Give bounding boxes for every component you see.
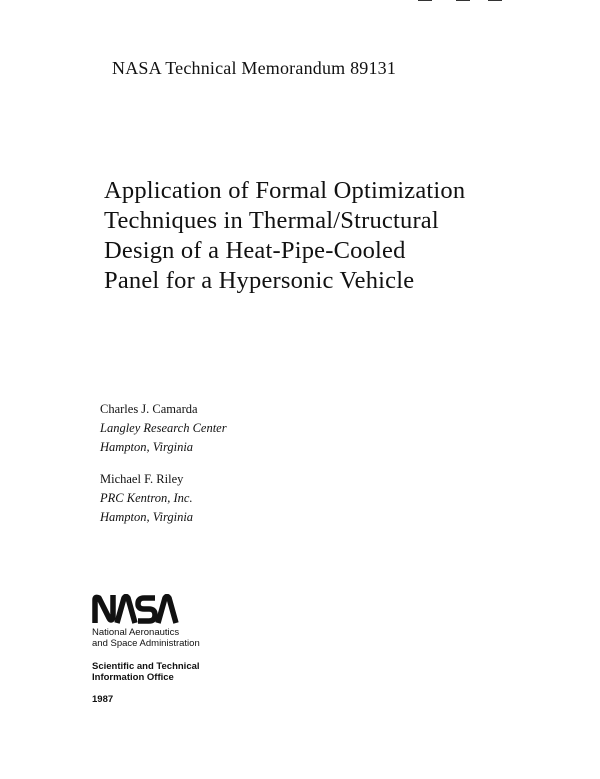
agency-name <box>92 627 200 649</box>
author-block-1 <box>100 400 227 457</box>
office-name <box>92 661 200 683</box>
title-line-4: Panel for a Hypersonic Vehicle <box>104 267 415 294</box>
agency-line-1: National Aeronautics <box>92 627 180 638</box>
title-line-2: Techniques in Thermal/Structural <box>104 207 439 234</box>
author-location: Hampton, Virginia <box>100 440 194 454</box>
publication-year: 1987 <box>92 694 114 705</box>
scan-edge-marks <box>418 0 508 4</box>
memorandum-number: NASA Technical Memorandum 89131 <box>112 58 397 78</box>
nasa-logo <box>92 594 180 624</box>
title-line-3: Design of a Heat-Pipe-Cooled <box>104 237 406 264</box>
author-organization: Langley Research Center <box>100 421 227 435</box>
author-name: Charles J. Camarda <box>100 402 198 416</box>
office-line-2: Information Office <box>92 672 174 683</box>
author-name: Michael F. Riley <box>100 472 184 486</box>
agency-line-2: and Space Administration <box>92 638 200 649</box>
document-title <box>104 176 465 296</box>
author-location: Hampton, Virginia <box>100 510 194 524</box>
author-block-2 <box>100 470 193 527</box>
office-line-1: Scientific and Technical <box>92 661 200 672</box>
title-line-1: Application of Formal Optimization <box>104 177 466 204</box>
author-organization: PRC Kentron, Inc. <box>100 491 193 505</box>
